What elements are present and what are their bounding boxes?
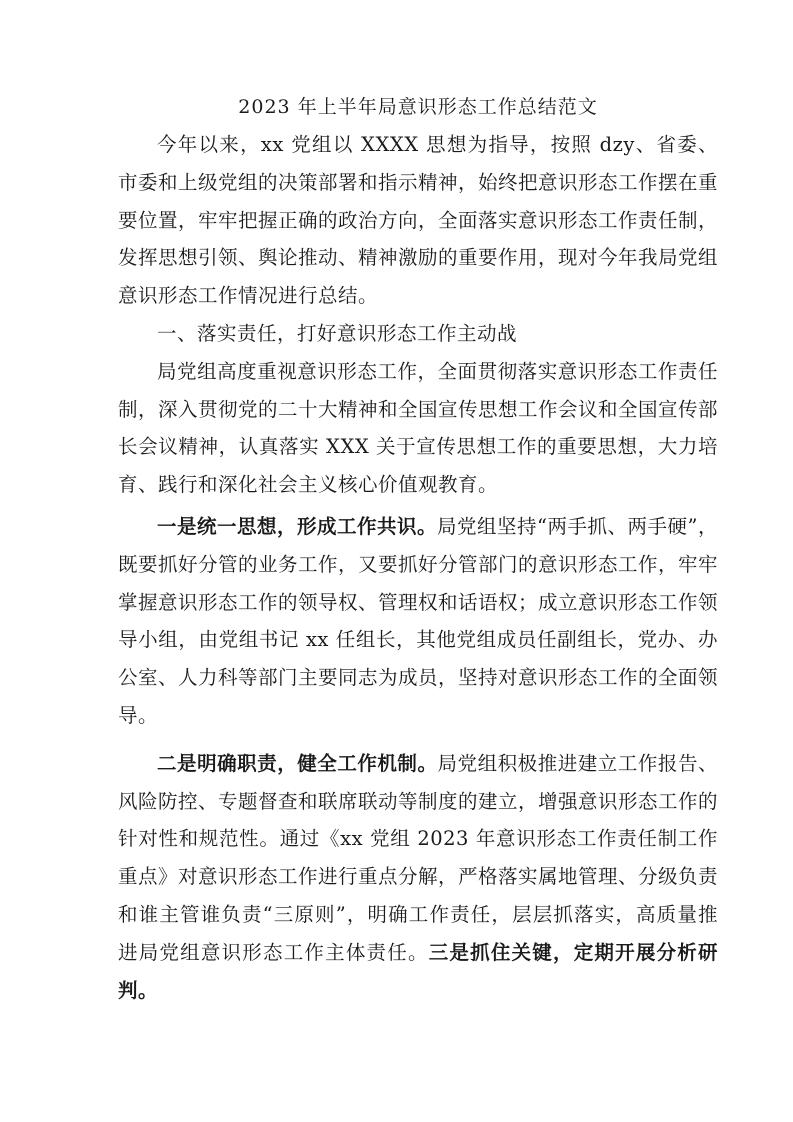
point-3-lead: 三是抓住关键，定期开展分析研判。: [118, 940, 718, 1002]
point-2-body: 局党组积极推进建立工作报告、风险防控、专题督查和联席联动等制度的建立，增强意识形态工作的针对性和规范性。通过《xx 党组 2023 年意识形态工作责任制工作重点》对意识形态工作进行重点分解，严格落实属地管理、分级负责和谁主管谁负责“三原则”，明确工作责任，层层抓落实，高质量推进局党组意识形态工作主体责任。: [118, 751, 719, 964]
point-1-paragraph: [118, 508, 718, 735]
intro-paragraph: 今年以来，xx 党组以 XXXX 思想为指导，按照 dzy、省委、市委和上级党组的决策部署和指示精神，始终把意识形态工作摆在重要位置，牢牢把握正确的政治方向，全面落实意识形态工作责任制，发挥思想引领、舆论推动、精神激励的重要作用，现对今年我局党组意识形态工作情况进行总结。: [118, 133, 719, 308]
point-1-body: 局党组坚持“两手抓、两手硬”，既要抓好分管的业务工作，又要抓好分管部门的意识形态工作，牢牢掌握意识形态工作的领导权、管理权和话语权；成立意识形态工作领导小组，由党组书记 xx 任组长，其他党组成员任副组长，党办、办公室、人力科等部门主要同志为成员，坚持对意识形态工作的全面领导。: [118, 514, 719, 727]
document-title: 2023 年上半年局意识形态工作总结范文: [238, 96, 598, 118]
point-2-lead: 二是明确职责，健全工作机制。: [157, 751, 438, 775]
point-1-lead: 一是统一思想，形成工作共识。: [157, 514, 438, 538]
document-page: [118, 88, 718, 1009]
section-1-body: 局党组高度重视意识形态工作，全面贯彻落实意识形态工作责任制，深入贯彻党的二十大精神和全国宣传思想工作会议和全国宣传部长会议精神，认真落实 XXX 关于宣传思想工作的重要思想，大力培育、践行和深化社会主义核心价值观教育。: [118, 359, 719, 497]
section-1-heading: 一、落实责任，打好意识形态工作主动战: [157, 321, 518, 345]
point-2-paragraph: [118, 745, 718, 1010]
